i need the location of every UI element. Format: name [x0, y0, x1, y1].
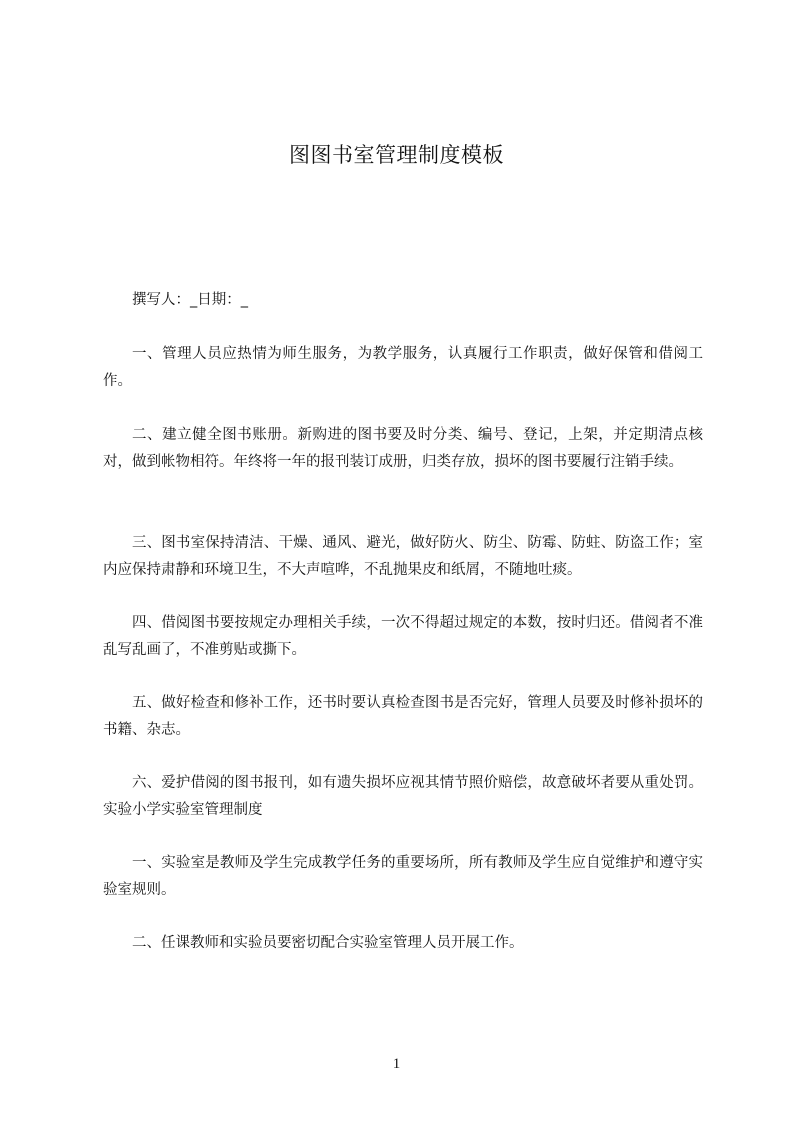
- paragraph: 一、管理人员应热情为师生服务，为教学服务，认真履行工作职责，做好保管和借阅工作。: [103, 346, 703, 389]
- paragraph: 五、做好检查和修补工作，还书时要认真检查图书是否完好，管理人员要及时修补损坏的书籍、杂志。: [103, 695, 703, 738]
- paragraph: 六、爱护借阅的图书报刊，如有遗失损坏应视其情节照价赔偿，故意破坏者要从重处罚。实验小学实验室管理制度: [103, 775, 703, 818]
- paragraph: 一、实验室是教师及学生完成教学任务的重要场所，所有教师及学生应自觉维护和遵守实验室规则。: [103, 855, 703, 898]
- paragraph: 二、任课教师和实验员要密切配合实验室管理人员开展工作。: [132, 935, 524, 951]
- paragraph: 四、借阅图书要按规定办理相关手续，一次不得超过规定的本数，按时归还。借阅者不准乱写乱画了，不准剪贴或撕下。: [103, 615, 703, 658]
- document-title: 图图书室管理制度模板: [289, 143, 504, 167]
- author-date-line: 撰写人：_日期：_: [132, 292, 248, 308]
- page-number: 1: [392, 1056, 401, 1072]
- paragraph: 二、建立健全图书账册。新购进的图书要及时分类、编号、登记，上架，并定期清点核对，做到帐物相符。年终将一年的报刊装订成册，归类存放，损坏的图书要履行注销手续。: [103, 427, 703, 470]
- paragraph: 三、图书室保持清洁、干燥、通风、避光，做好防火、防尘、防霉、防蛀、防盗工作；室内应保持肃静和环境卫生，不大声喧哗，不乱抛果皮和纸屑，不随地吐痰。: [103, 535, 703, 578]
